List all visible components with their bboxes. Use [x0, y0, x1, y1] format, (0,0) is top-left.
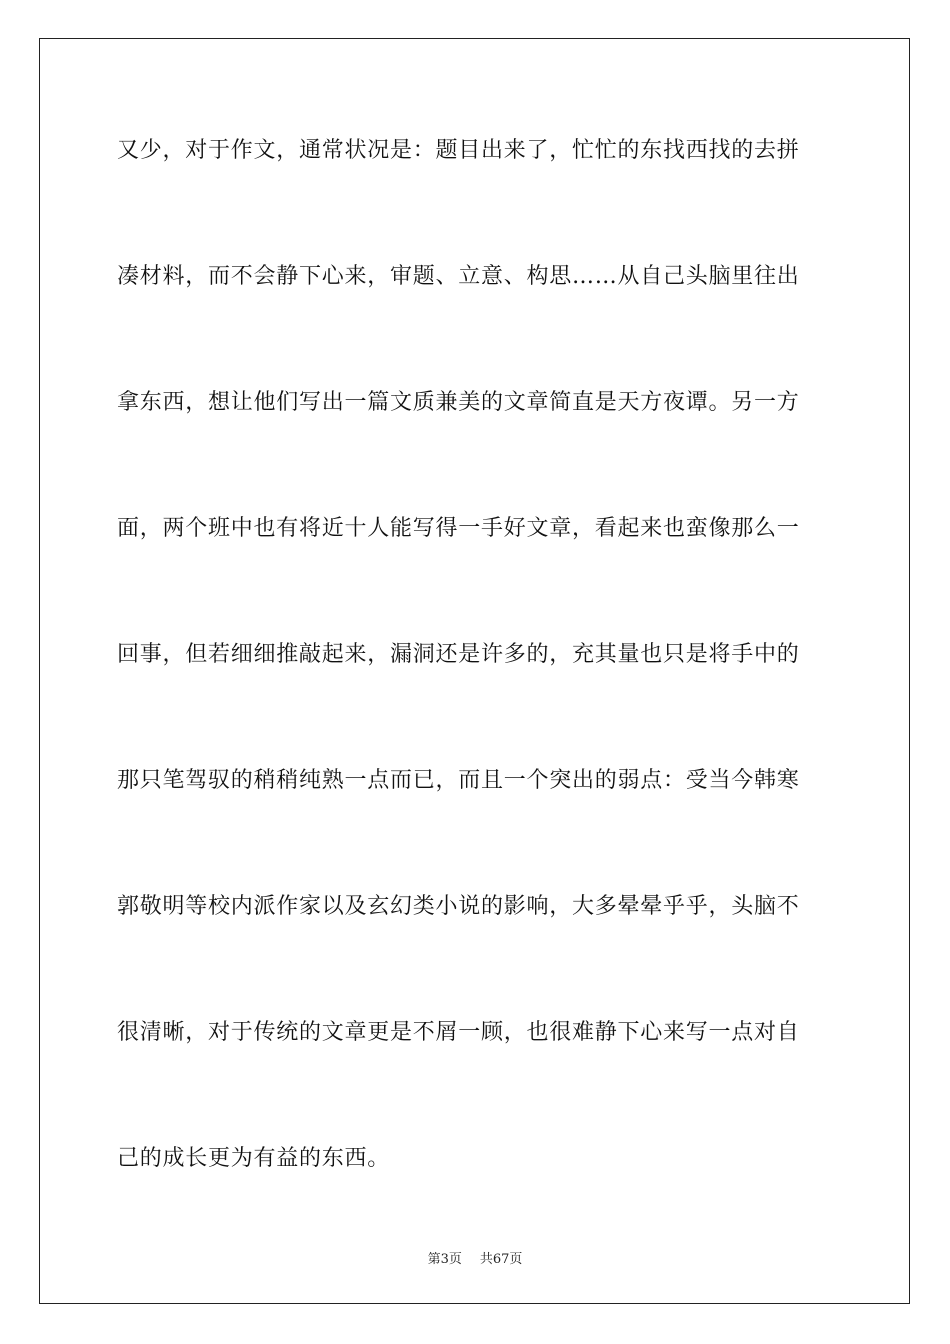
page-number: 第3页 — [427, 1252, 462, 1267]
text-line-4: 面，两个班中也有将近十人能写得一手好文章，看起来也蛮像那么一 — [117, 516, 800, 541]
total-pages: 共67页 — [479, 1252, 523, 1267]
text-line-8: 很清晰，对于传统的文章更是不屑一顾，也很难静下心来写一点对自 — [117, 1020, 800, 1045]
text-line-6: 那只笔驾驭的稍稍纯熟一点而已，而且一个突出的弱点：受当今韩寒 — [117, 768, 800, 793]
text-line-7: 郭敬明等校内派作家以及玄幻类小说的影响，大多晕晕乎乎，头脑不 — [117, 894, 800, 919]
text-line-5: 回事，但若细细推敲起来，漏洞还是许多的，充其量也只是将手中的 — [117, 642, 800, 667]
document-body — [117, 128, 833, 1262]
text-line-1: 又少，对于作文，通常状况是：题目出来了，忙忙的东找西找的去拼 — [117, 138, 800, 163]
text-line-2: 凑材料，而不会静下心来，审题、立意、构思……从自己头脑里往出 — [117, 264, 800, 289]
text-line-9: 己的成长更为有益的东西。 — [117, 1146, 391, 1171]
page-footer — [0, 1248, 950, 1267]
text-line-3: 拿东西，想让他们写出一篇文质兼美的文章简直是天方夜谭。另一方 — [117, 390, 800, 415]
